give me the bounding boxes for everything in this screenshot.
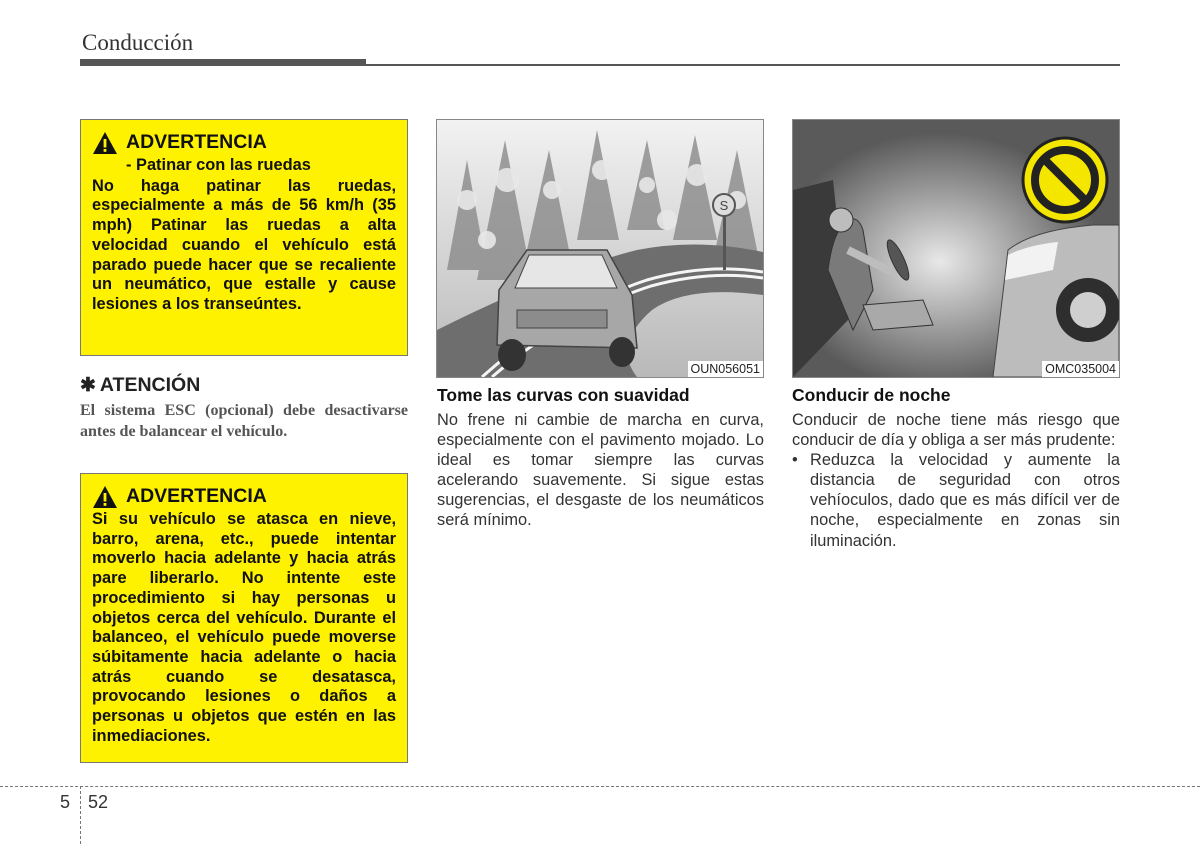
section-body-night xyxy=(792,410,1120,551)
caution-title-row xyxy=(80,374,200,397)
section-heading-curves: Tome las curvas con suavidad xyxy=(437,385,690,405)
night-driving-illustration xyxy=(792,119,1120,378)
warning-title: ADVERTENCIA xyxy=(126,131,267,154)
bullet-icon: • xyxy=(792,451,798,470)
list-item-text: Reduzca la velocidad y aumente la distancia de seguridad con otros vehíoculos, dado que es más difícil ver de noche, especialmente en zonas sin iluminación. xyxy=(810,451,1120,550)
warning-triangle-icon xyxy=(92,131,118,155)
page-header-title: Conducción xyxy=(82,30,194,55)
image-code: OUN056051 xyxy=(688,361,764,377)
warning-title-row xyxy=(92,484,396,510)
warning-title-row xyxy=(92,130,396,156)
section-intro-night: Conducir de noche tiene más riesgo que conducir de día y obliga a ser más prudente: xyxy=(792,411,1120,450)
footer-divider xyxy=(0,786,1200,787)
section-body-curves: No frene ni cambie de marcha en curva, especialmente con el pavimento mojado. Lo ideal es tomar siempre las curvas acelerando suavemente. Si sigue estas sugerencias, el desgaste de los neumáticos será mínimo. xyxy=(437,411,764,530)
chapter-number: 5 xyxy=(60,792,71,812)
warning-body: Si su vehículo se atasca en nieve, barro, arena, etc., puede intentar moverlo hacia adelante y hacia atrás pare liberarlo. No intente este procedimiento si hay personas u objetos cerca del vehículo. Durante el balanceo, el vehículo puede moverse súbitamente hacia adelante o hacia atrás cuando se desatasca, provocando lesiones o daños a personas u objetos que estén en las inmediaciones. xyxy=(92,510,396,745)
warning-body: No haga patinar las ruedas, especialmente a más de 56 km/h (35 mph) Patinar las ruedas a alta velocidad cuando el vehículo está parado puede hacer que se recaliente un neumático, que estalle y cause lesiones a los transeúntes. xyxy=(92,176,396,313)
warning-triangle-icon xyxy=(92,485,118,509)
footer-vertical-divider xyxy=(80,786,81,844)
warning-box-wheel-spin xyxy=(80,119,408,356)
warning-box-stuck-vehicle xyxy=(80,473,408,763)
list-item xyxy=(792,450,1120,550)
caution-body: El sistema ESC (opcional) debe desactivarse antes de balancear el vehículo. xyxy=(80,402,408,440)
section-heading-night: Conducir de noche xyxy=(792,385,951,405)
header-rule-thick xyxy=(80,59,366,66)
svg-text:S: S xyxy=(719,198,729,213)
curve-road-illustration xyxy=(436,119,764,378)
asterisk-icon: ✱ xyxy=(80,375,96,396)
caution-title: ATENCIÓN xyxy=(99,374,201,396)
header-rule-thin xyxy=(366,64,1120,66)
page-number: 52 xyxy=(88,792,109,812)
warning-title: ADVERTENCIA xyxy=(126,485,267,508)
warning-subtitle: - Patinar con las ruedas xyxy=(126,156,311,174)
image-code: OMC035004 xyxy=(1042,361,1119,377)
